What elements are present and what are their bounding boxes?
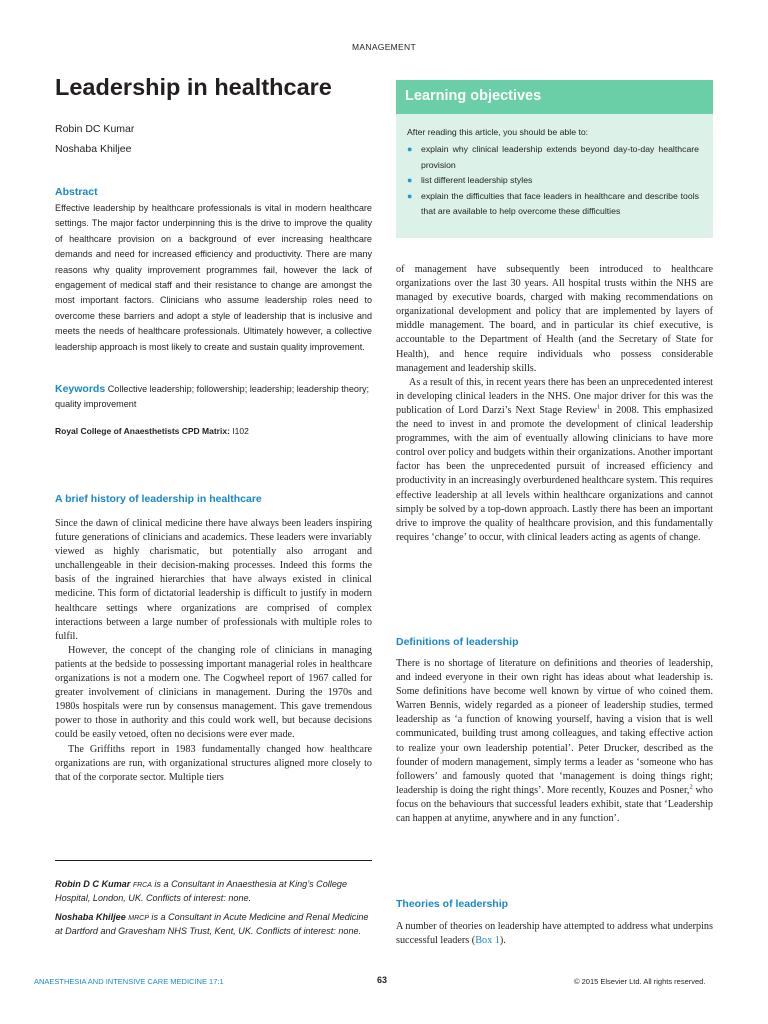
learning-objectives-intro: After reading this article, you should be able to: [407, 127, 589, 137]
bullet-icon: ● [407, 175, 413, 185]
abstract-heading: Abstract [55, 186, 98, 198]
learning-objectives-list [407, 142, 699, 220]
paragraph: The Griffiths report in 1983 fundamentally changed how healthcare organizations are run, with organizational structures aligned more closely to that of the corporate sector. Multiple tiers [55, 743, 372, 783]
reference-marker: 2 [689, 783, 693, 791]
section-label: MANAGEMENT [352, 42, 416, 52]
paragraph: However, the concept of the changing role of clinicians in managing patients at the bedside to possessing important managerial roles in healthcare organizations is not a modern one. The Cogwheel report of 1967 called for greater involvement of clinicians in management. During the 1970s and 1980s hospitals were run by consensus management. This gave tremendous power to those in authority and this could work well, but because decisions could be easily vetoed, often no decisions were ever made. [55, 644, 372, 741]
paragraph: Since the dawn of clinical medicine there have always been leaders inspiring future generations of clinicians and academics. These leaders were invariably viewed as highly charismatic, but potentially also arrogant and unchallengeable in their decision-making processes. Indeed this forms the basis of the ingrained hierarchies that have always existed in clinical medicine. This form of dictatorial leadership is difficult to justify in modern healthcare settings where organizations are comprised of complex interactions between a large number of professionals with multiple roles to fulfil. [55, 518, 372, 642]
history-column-left [55, 517, 372, 785]
box-1-link[interactable]: Box 1 [475, 935, 500, 947]
paragraph: of management have subsequently been introduced to healthcare organizations over the last 30 years. All hospital trusts within the NHS are managed by executive boards, charged with making recommendations on organizational development and policy that are implemented by layers of middle management. The board, and in particular its chief executive, is accountable to the Department of Health (and the Secretary of State for Health), and hence require individuals who possess considerable management and leadership skills. [396, 264, 713, 374]
author-note: Noshaba Khiljee MRCP is a Consultant in Acute Medicine and Renal Medicine at Dartford and Gravesham NHS Trust, Kent, UK. Conflicts of interest: none. [55, 912, 369, 937]
learning-objectives-heading: Learning objectives [405, 88, 542, 104]
reference-marker: 1 [596, 403, 601, 411]
section-heading-definitions: Definitions of leadership [396, 636, 519, 648]
list-item: ● explain why clinical leadership extends beyond day-to-day healthcare provision [407, 144, 699, 170]
author-name: Robin DC Kumar [55, 123, 135, 135]
journal-citation: ANAESTHESIA AND INTENSIVE CARE MEDICINE 17:1 [34, 977, 224, 986]
section-heading-theories: Theories of leadership [396, 898, 509, 910]
abstract-text: Effective leadership by healthcare professionals is vital in modern healthcare settings. The major factor underpinning this is the drive to improve the quality of healthcare provision on a background of ever increasing healthcare demands and need for increased efficiency and productivity. There are many reasons why quality improvement programmes fail, however the lack of engagement of medical staff and their resistance to change are amongst the most important factors. Clinicians who assume leadership roles need to overcome these barriers and adopt a style of leadership that is inclusive and meets the needs of healthcare professionals. Ultimately however, a collective leadership approach is most likely to create and sustain quality improvement. [55, 203, 372, 352]
page-number: 63 [377, 975, 388, 985]
author-name: Noshaba Khiljee [55, 143, 132, 155]
author-note: Robin D C Kumar FRCA is a Consultant in Anaesthesia at King’s College Hospital, London, UK. Conflicts of interest: none. [55, 879, 348, 904]
article-title: Leadership in healthcare [55, 74, 332, 100]
paragraph: A number of theories on leadership have attempted to address what underpins successful leaders (Box 1). [396, 921, 713, 947]
section-heading-history: A brief history of leadership in healthcare [55, 493, 262, 505]
keywords [55, 382, 372, 411]
footnote-divider [55, 860, 372, 861]
bullet-icon: ● [407, 144, 413, 154]
copyright: © 2015 Elsevier Ltd. All rights reserved. [574, 977, 706, 986]
paragraph: There is no shortage of literature on definitions and theories of leadership, and indeed everyone in their own right has ideas about what leadership is. Some definitions have become well known by virtue of who coined them. Warren Bennis, widely regarded as a pioneer of leadership studies, termed leadership as ‘a function of knowing yourself, having a vision that is well communicated, building trust among colleagues, and taking effective action to realize your own leadership potential’. Peter Drucker, described as the founder of modern management, simply terms a leader as ‘someone who has followers’ and famously quoted that ‘management is doing things right; leadership is doing the right things’. More recently, Kouzes and Posner,$^2$ who focus on the behaviours that successful leaders exhibit, state that ‘Leadership can happen at anytime, anywhere and in any function’. [396, 658, 713, 825]
keywords-label: Keywords [55, 383, 106, 395]
keywords-text: Collective leadership; followership; leadership; leadership theory; quality improvement [55, 384, 370, 409]
list-item: ● list different leadership styles [407, 173, 699, 189]
paragraph: As a result of this, in recent years there has been an unprecedented interest in developing clinical leaders in the NHS. One major driver for this was the publication of Lord Darzi’s Next Stage Review$^1$ in 2008. This emphasized the need to invest in and promote the development of clinical leadership programmes, with the aim of eventually allowing clinicians to have more control over policy and budgets within their organizations. Another important factor has been the unprecedented pursuit of increased efficiency and productivity in an increasingly overburdened healthcare system. This requires effective leadership at all levels within healthcare organizations and cannot simply be solved by a top-down approach. Lastly there has been an important drive to improve the quality of healthcare provision, and this fundamentally requires ‘change’ to occur, with clinical leaders acting as agents of change. [396, 376, 713, 543]
history-column-right [396, 263, 713, 545]
theories-text [396, 920, 713, 948]
bullet-icon: ● [407, 190, 413, 201]
list-item: ● explain the difficulties that face leaders in healthcare and describe tools that are available to help overcome these difficulties [407, 190, 699, 216]
learning-objectives-header [396, 80, 713, 114]
cpd-matrix: Royal College of Anaesthetists CPD Matrix: I102 [55, 426, 249, 436]
definitions-text [396, 657, 713, 826]
